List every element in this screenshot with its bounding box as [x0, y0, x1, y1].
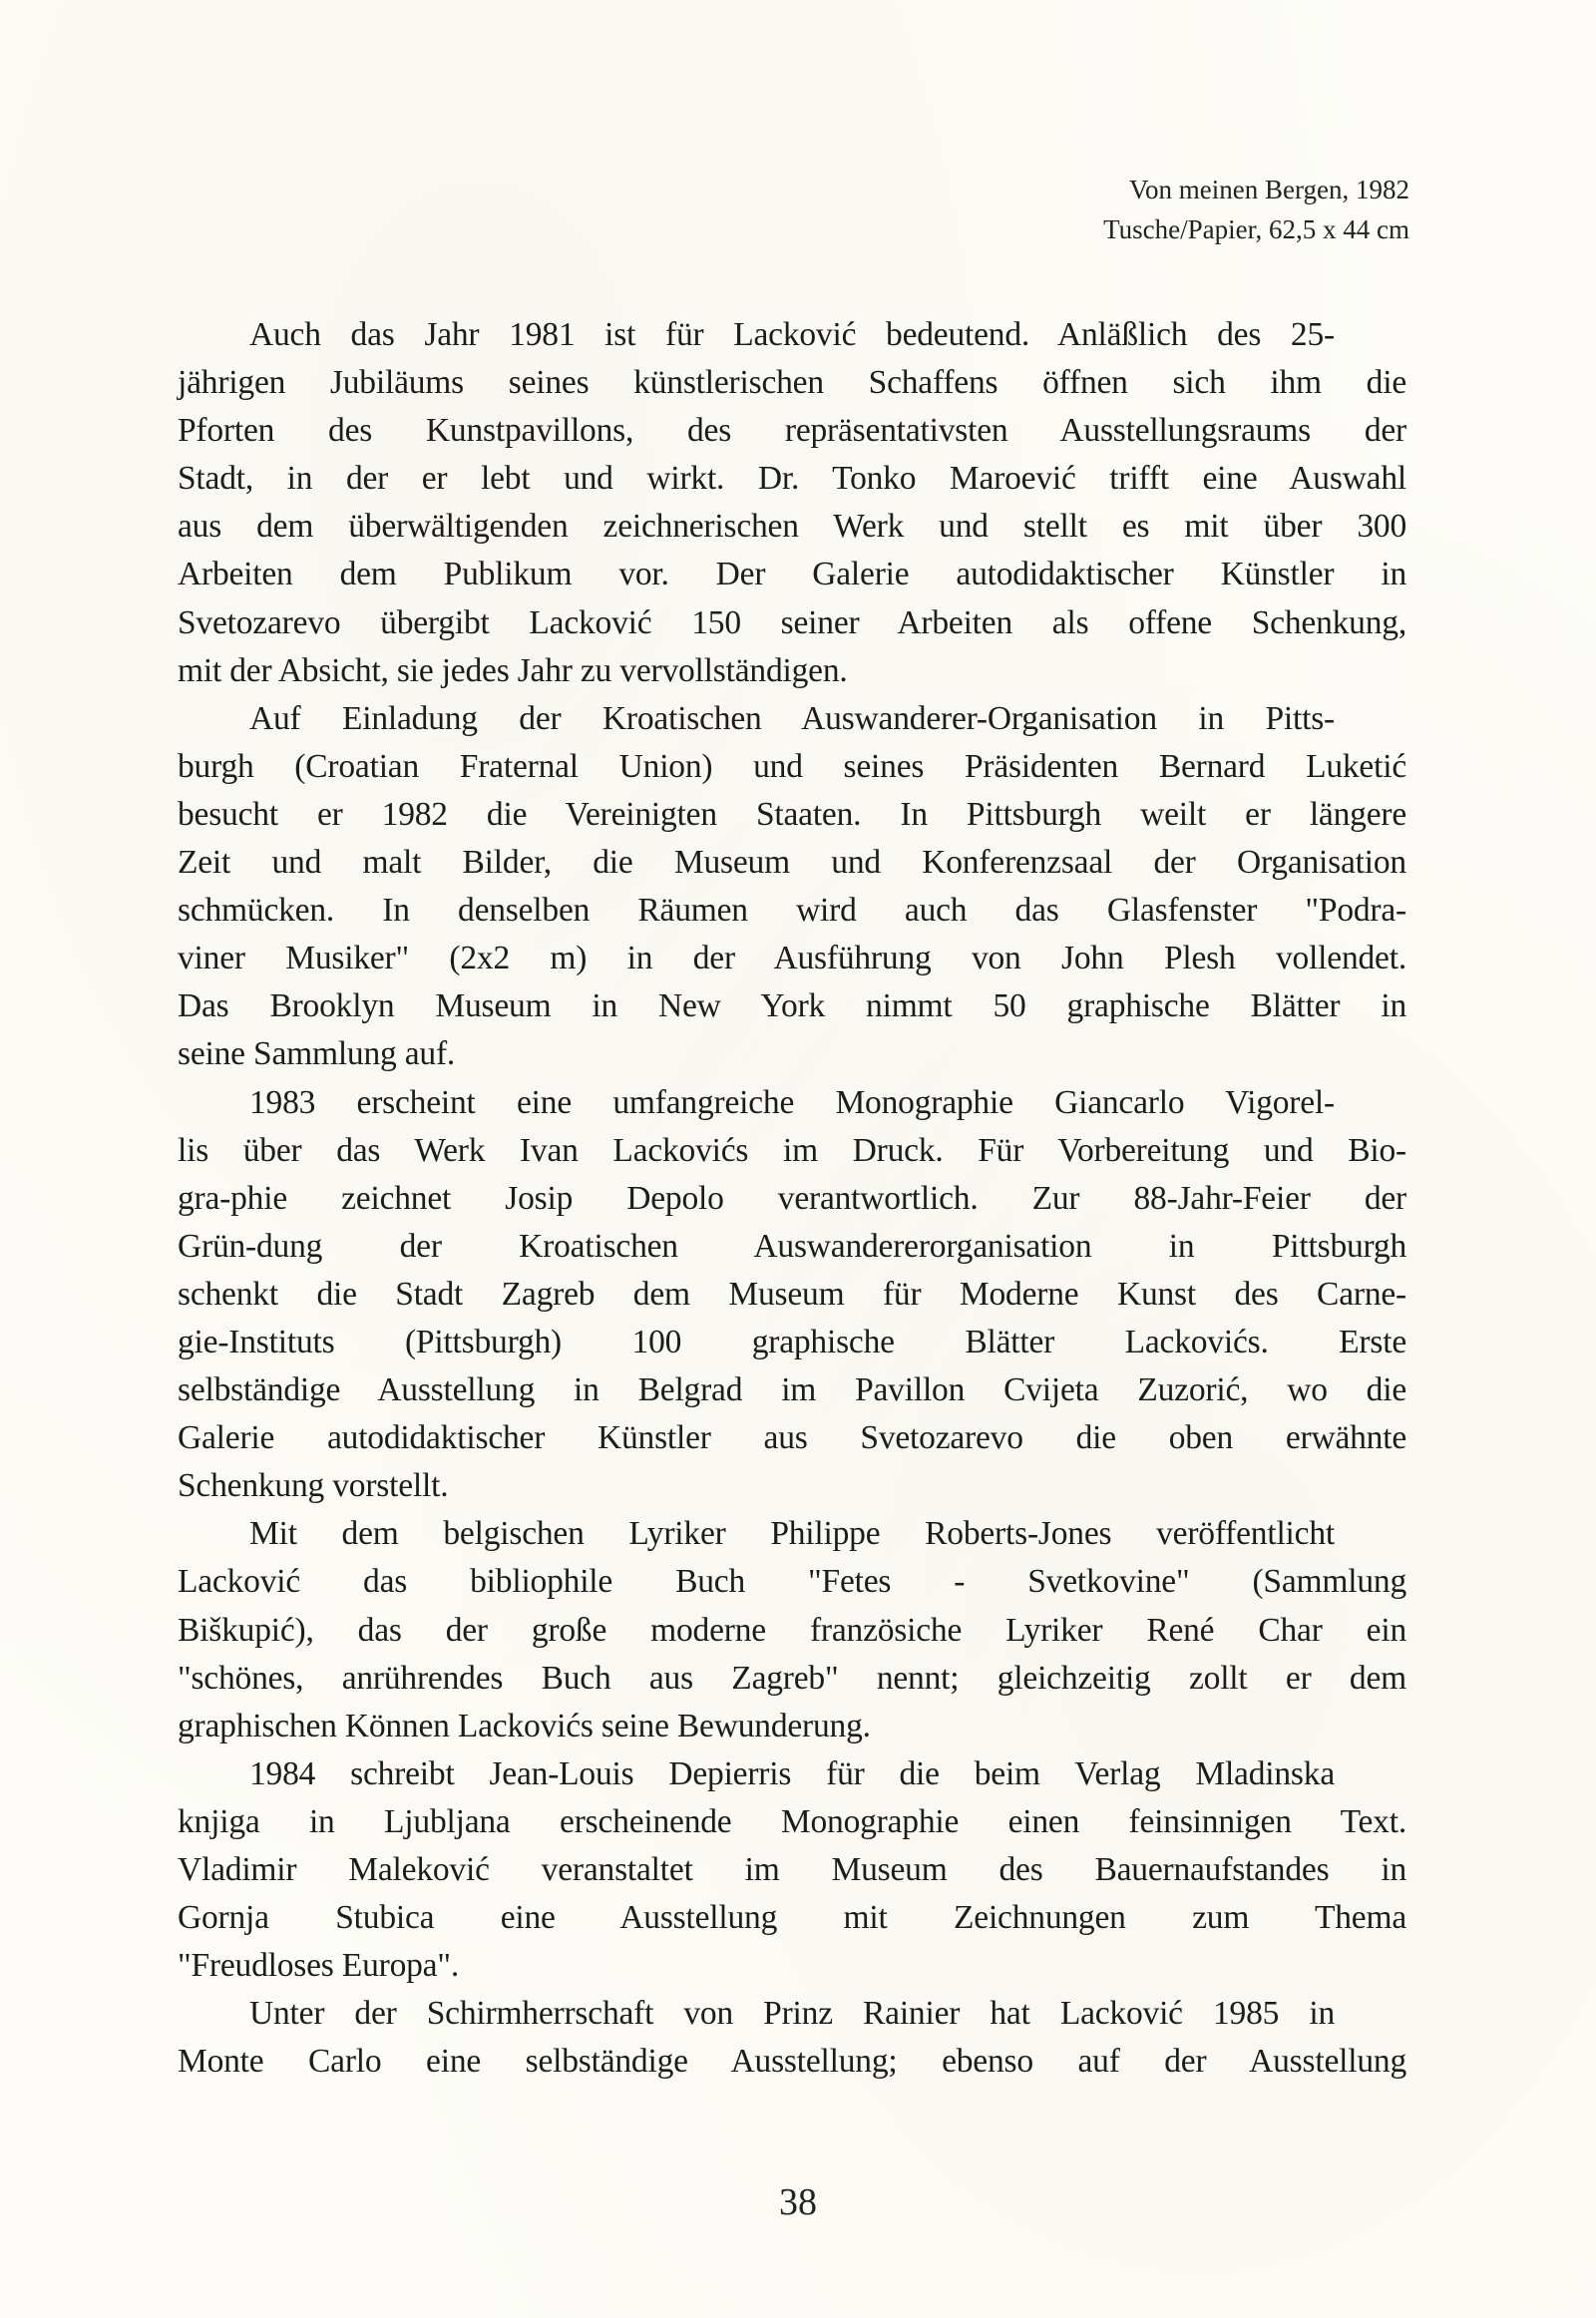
text-line: mit der Absicht, sie jedes Jahr zu vervollständigen.: [178, 651, 848, 689]
text-line: "schönes, anrührendes Buch aus Zagreb" nennt; gleichzeitig zollt er dem: [178, 1659, 1406, 1697]
text-line: graphischen Können Lackovićs seine Bewunderung.: [178, 1707, 871, 1744]
text-line: Mit dem belgischen Lyriker Philippe Roberts-Jones veröffentlicht: [249, 1515, 1335, 1553]
text-line: Stadt, in der er lebt und wirkt. Dr. Tonko Maroević trifft eine Auswahl: [178, 460, 1406, 498]
paragraph: [178, 1750, 1406, 1990]
paragraph: [178, 1079, 1406, 1511]
text-line: Pforten des Kunstpavillons, des repräsentativsten Ausstellungsraums der: [178, 412, 1406, 450]
text-line: selbständige Ausstellung in Belgrad im Pavillon Cvijeta Zuzorić, wo die: [178, 1371, 1406, 1409]
text-line: seine Sammlung auf.: [178, 1035, 456, 1073]
text-line: besucht er 1982 die Vereinigten Staaten. In Pittsburgh weilt er längere: [178, 795, 1406, 833]
text-line: burgh (Croatian Fraternal Union) und seines Präsidenten Bernard Luketić: [178, 747, 1406, 785]
text-line: Vladimir Maleković veranstaltet im Museum des Bauernaufstandes in: [178, 1851, 1406, 1888]
text-line: 1984 schreibt Jean-Louis Depierris für die beim Verlag Mladinska: [249, 1754, 1335, 1792]
text-line: Svetozarevo übergibt Lacković 150 seiner Arbeiten als offene Schenkung,: [178, 603, 1406, 641]
text-line: Unter der Schirmherrschaft von Prinz Rainier hat Lacković 1985 in: [249, 1995, 1335, 2033]
text-line: Zeit und malt Bilder, die Museum und Konferenzsaal der Organisation: [178, 844, 1406, 882]
text-line: Grün-dung der Kroatischen Auswandererorganisation in Pittsburgh: [178, 1227, 1406, 1265]
text-line: Das Brooklyn Museum in New York nimmt 50 graphische Blätter in: [178, 987, 1406, 1025]
text-line: Auch das Jahr 1981 ist für Lacković bedeutend. Anläßlich des 25-: [249, 316, 1335, 353]
paragraph: [178, 311, 1406, 695]
text-line: schmücken. In denselben Räumen wird auch das Glasfenster "Podra-: [178, 892, 1406, 930]
text-line: Schenkung vorstellt.: [178, 1467, 449, 1505]
text-line: Arbeiten dem Publikum vor. Der Galerie autodidaktischer Künstler in: [178, 556, 1406, 593]
text-line: viner Musiker" (2x2 m) in der Ausführung von John Plesh vollendet.: [178, 940, 1406, 977]
text-line: Gornja Stubica eine Ausstellung mit Zeichnungen zum Thema: [178, 1899, 1406, 1937]
paragraph: [178, 1510, 1406, 1749]
artwork-title: Von meinen Bergen, 1982: [1129, 175, 1409, 204]
paragraph: [178, 1990, 1406, 2086]
text-line: lis über das Werk Ivan Lackovićs im Druck. Für Vorbereitung und Bio-: [178, 1131, 1406, 1169]
text-line: Monte Carlo eine selbständige Ausstellung; ebenso auf der Ausstellung: [178, 2043, 1406, 2081]
body-text: [178, 311, 1406, 2086]
artwork-medium-dimensions: Tusche/Papier, 62,5 x 44 cm: [1103, 214, 1409, 244]
text-line: knjiga in Ljubljana erscheinende Monographie einen feinsinnigen Text.: [178, 1802, 1406, 1840]
text-line: Lacković das bibliophile Buch "Fetes - Svetkovine" (Sammlung: [178, 1563, 1406, 1601]
text-line: schenkt die Stadt Zagreb dem Museum für Moderne Kunst des Carne-: [178, 1275, 1406, 1313]
page-number: 38: [779, 2181, 817, 2223]
text-line: Auf Einladung der Kroatischen Auswanderer-Organisation in Pitts-: [249, 699, 1335, 737]
text-line: aus dem überwältigenden zeichnerischen Werk und stellt es mit über 300: [178, 508, 1406, 546]
text-line: gra-phie zeichnet Josip Depolo verantwortlich. Zur 88-Jahr-Feier der: [178, 1179, 1406, 1217]
text-line: Galerie autodidaktischer Künstler aus Svetozarevo die oben erwähnte: [178, 1419, 1406, 1457]
paragraph: [178, 695, 1406, 1079]
text-line: 1983 erscheint eine umfangreiche Monographie Giancarlo Vigorel-: [249, 1083, 1335, 1121]
text-line: jährigen Jubiläums seines künstlerischen Schaffens öffnen sich ihm die: [178, 364, 1406, 402]
text-line: gie-Instituts (Pittsburgh) 100 graphische Blätter Lackovićs. Erste: [178, 1323, 1406, 1360]
text-line: Biškupić), das der große moderne französiche Lyriker René Char ein: [178, 1611, 1406, 1649]
text-line: "Freudloses Europa".: [178, 1947, 459, 1985]
artwork-caption: [1103, 170, 1409, 249]
